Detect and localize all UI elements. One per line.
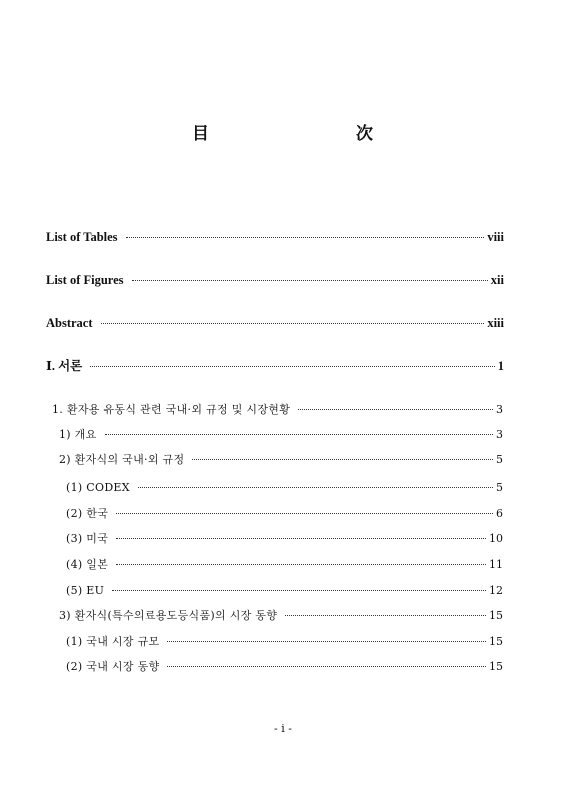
toc-entry-label: (2) 국내 시장 동향 [66, 660, 160, 673]
toc-entry-label: 1. 환자용 유동식 관련 국내·외 규정 및 시장현황 [52, 403, 291, 416]
leader-dots [101, 323, 485, 324]
toc-entry-label: (1) CODEX [66, 481, 130, 494]
leader-dots [167, 666, 486, 667]
toc-entry-label: List of Tables [46, 230, 118, 244]
toc-entry-codex [66, 480, 503, 496]
toc-entry-introduction [46, 358, 504, 374]
toc-entry-page: 15 [489, 660, 503, 673]
toc-entry-label: (3) 미국 [66, 532, 109, 545]
toc-entry-label: Ⅰ. 서론 [46, 359, 83, 373]
toc-entry-label: 3) 환자식(특수의료용도등식품)의 시장 동향 [59, 609, 278, 622]
toc-entry-regulations [59, 452, 503, 468]
toc-entry-abstract [46, 315, 504, 331]
toc-entry-korea [66, 506, 503, 522]
toc-entry-page: 5 [496, 481, 503, 494]
leader-dots [167, 641, 486, 642]
toc-entry-page: 3 [496, 403, 503, 416]
toc-entry-page: xii [490, 273, 504, 287]
toc-entry-label: 1) 개요 [59, 428, 97, 441]
leader-dots [126, 237, 485, 238]
toc-entry-list-of-figures [46, 272, 504, 288]
toc-entry-page: 1 [497, 359, 504, 373]
toc-entry-page: 15 [489, 635, 503, 648]
leader-dots [192, 459, 493, 460]
toc-entry-page: 3 [496, 428, 503, 441]
toc-entry-page: 5 [496, 453, 503, 466]
toc-entry-page: 6 [496, 507, 503, 520]
toc-entry-label: (2) 한국 [66, 507, 109, 520]
toc-entry-label: (4) 일본 [66, 558, 109, 571]
leader-dots [116, 564, 486, 565]
toc-entry-market-trends [59, 608, 503, 624]
leader-dots [116, 538, 486, 539]
leader-dots [112, 590, 486, 591]
toc-entry-overview [59, 427, 503, 443]
toc-entry-label: (5) EU [66, 584, 105, 597]
leader-dots [90, 366, 495, 367]
leader-dots [116, 513, 493, 514]
toc-entry-label: (1) 국내 시장 규모 [66, 635, 160, 648]
toc-entry-japan [66, 557, 503, 573]
toc-entry-page: 12 [489, 584, 503, 597]
toc-title-left: 目 [192, 124, 209, 144]
leader-dots [132, 280, 488, 281]
toc-entry-page: 11 [489, 558, 503, 571]
toc-entry-label: List of Figures [46, 273, 124, 287]
toc-entry-page: xiii [487, 316, 504, 330]
toc-entry-page: 10 [489, 532, 503, 545]
toc-entry-page: 15 [489, 609, 503, 622]
toc-entry-label: Abstract [46, 316, 93, 330]
page-footer-number: - i - [274, 722, 292, 735]
toc-entry-page: viii [487, 230, 504, 244]
toc-title-right: 次 [356, 124, 373, 144]
toc-entry-label: 2) 환자식의 국내·외 규정 [59, 453, 185, 466]
leader-dots [105, 434, 493, 435]
leader-dots [138, 487, 493, 488]
toc-entry-list-of-tables [46, 229, 504, 245]
toc-entry-section-1 [52, 402, 503, 418]
leader-dots [298, 409, 493, 410]
leader-dots [285, 615, 486, 616]
toc-entry-domestic-trends [66, 659, 503, 675]
toc-entry-market-size [66, 634, 503, 650]
toc-entry-eu [66, 583, 503, 599]
toc-entry-usa [66, 531, 503, 547]
